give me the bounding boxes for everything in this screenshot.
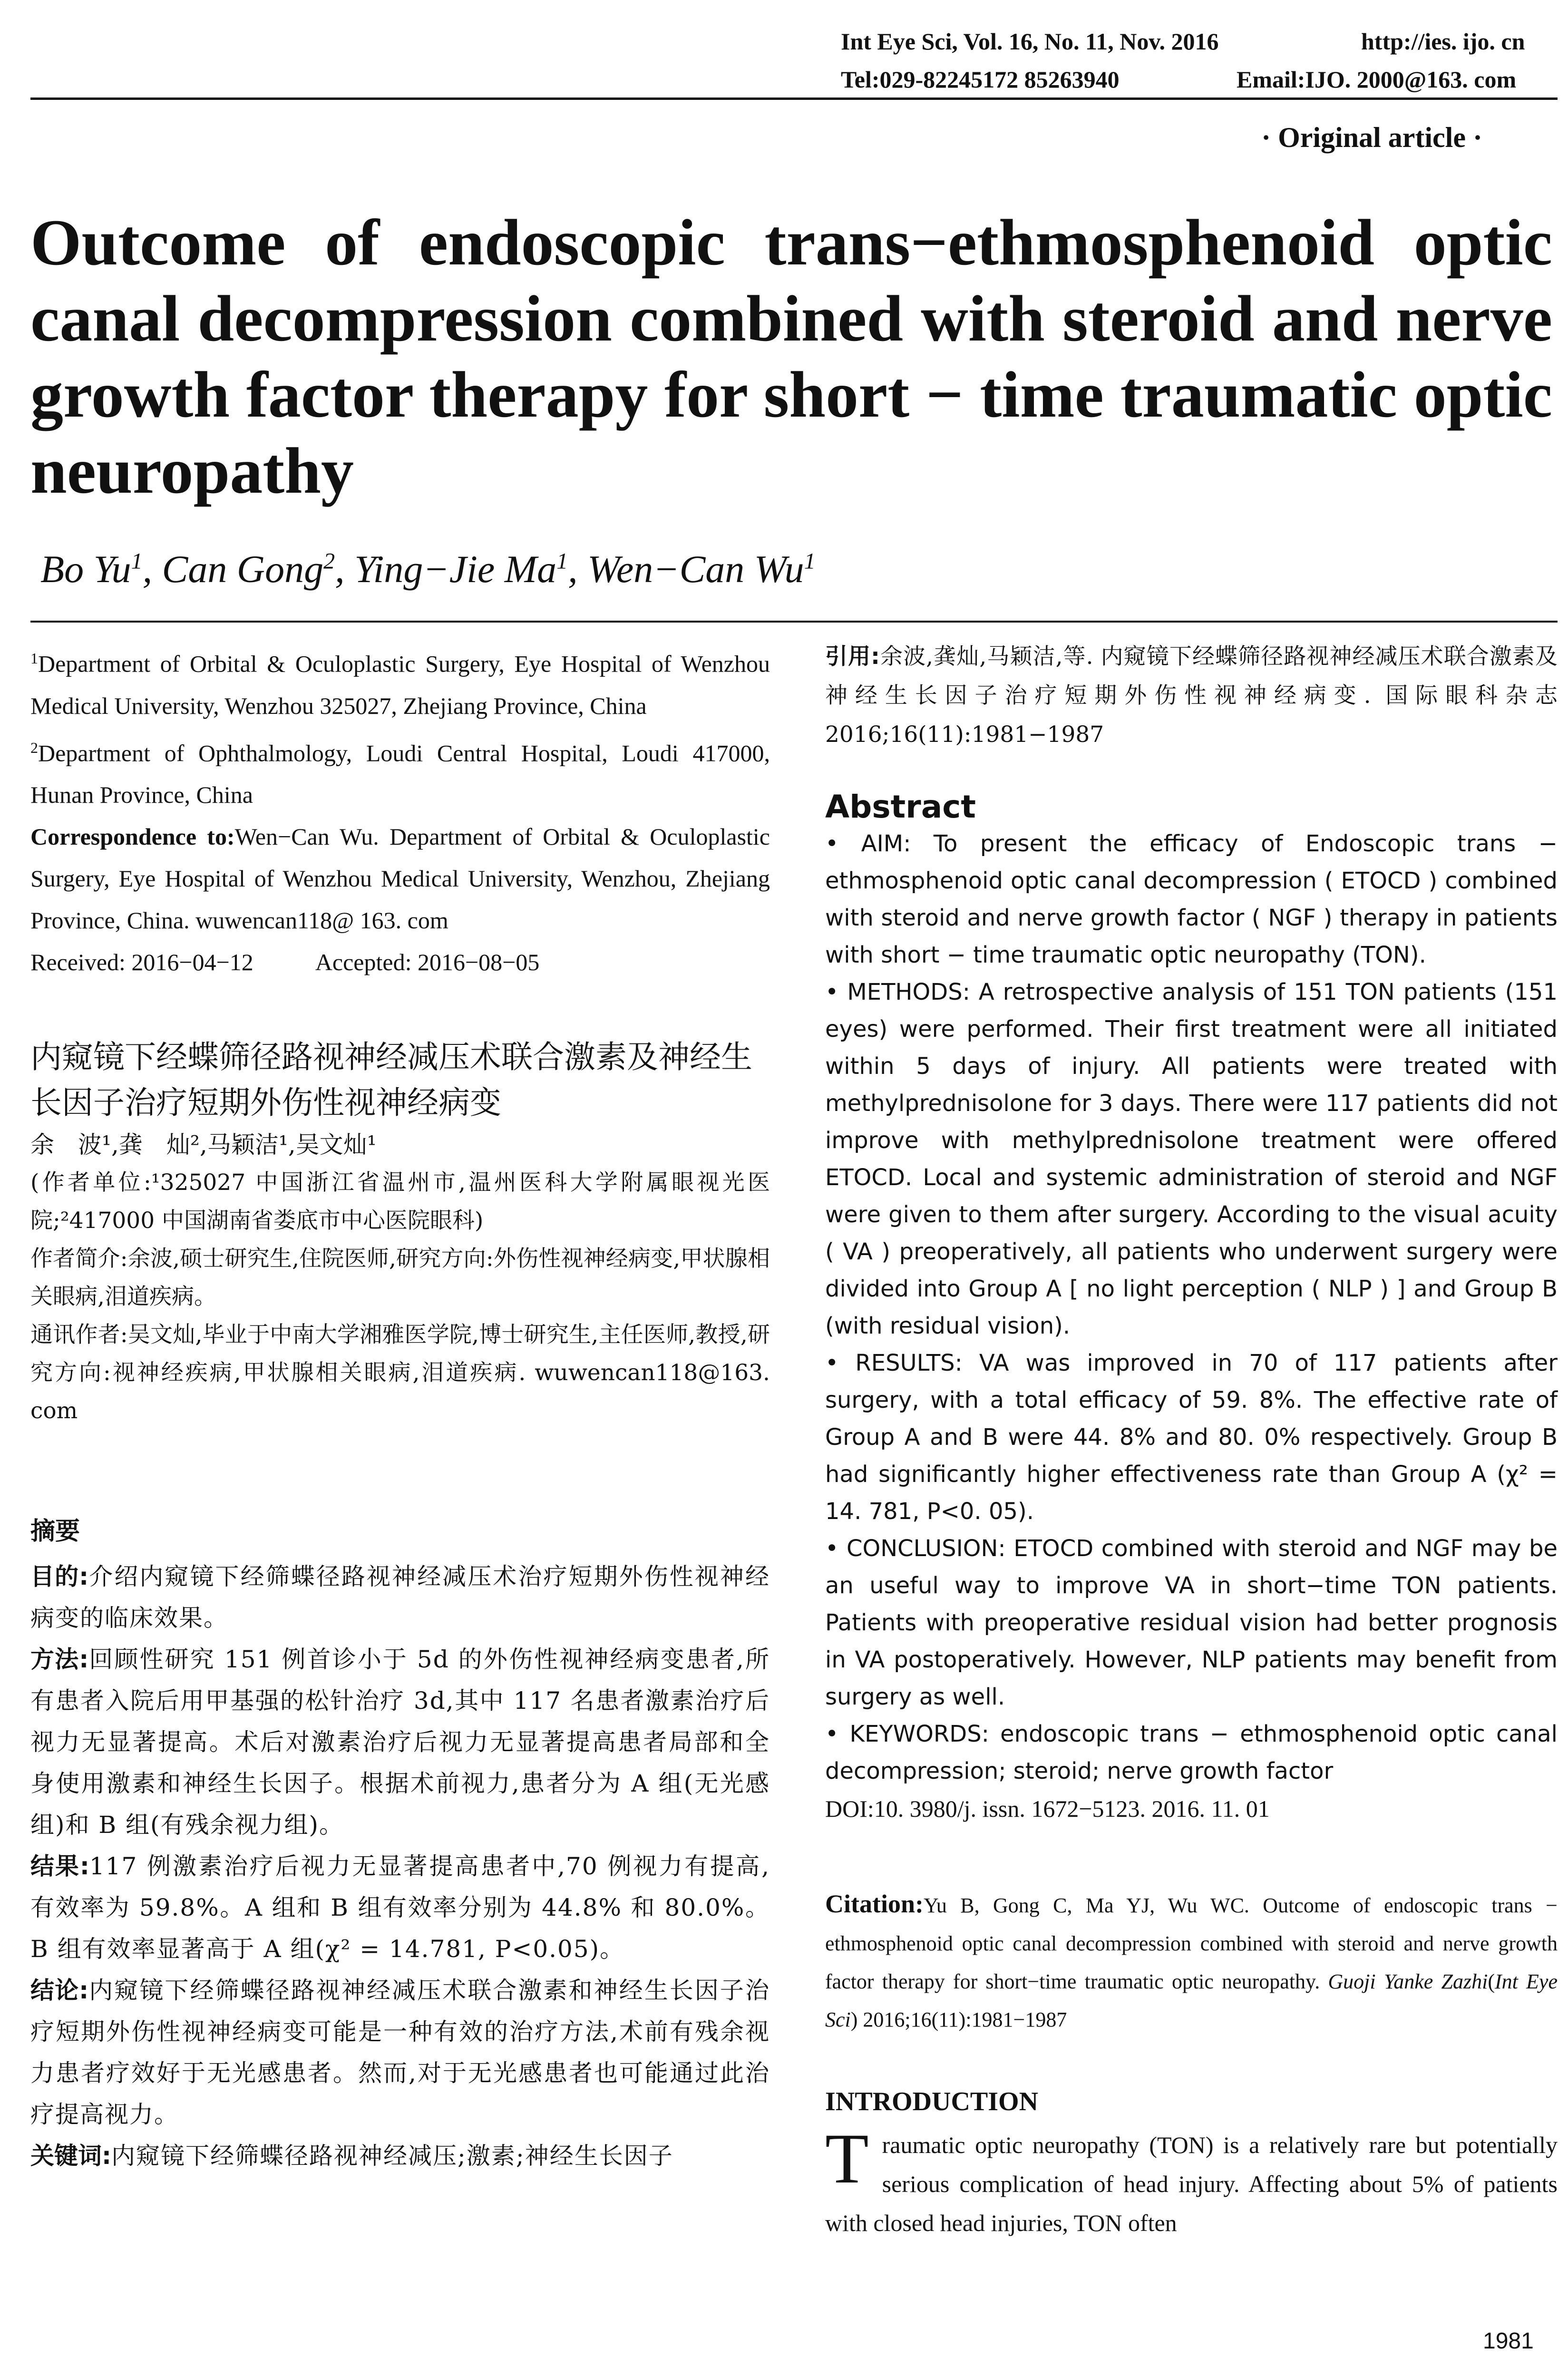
author-affil-sup: 1 [804,548,816,574]
abstract-methods: • METHODS: A retrospective analysis of 151 TON patients (151 eyes) were performed. Their first treatment were all initiated within 5 days of injury. All patients were treated with methylprednisolone for 3 days. There were 117 patients did not improve with methylprednisolone treatment were offered ETOCD. Local and systemic administration of steroid and NGF were given to them after surgery. According to the visual acuity ( VA ) preoperatively, all patients who underwent surgery were divided into Group A [ no light perception ( NLP ) ] and Group B (with residual vision). [825,979,1558,1339]
citation: Citation:Yu B, Gong C, Ma YJ, Wu WC. Outcome of endoscopic trans − ethmosphenoid optic canal decompression combined with steroid and nerve growth factor therapy for short−time traumatic optic neuropathy. Guoji Yanke Zazhi(Int Eye Sci) 2016;16(11):1981−1987 [825,1890,1558,2031]
cn-citation-label: 引用: [825,643,880,670]
affil-sup: 1 [30,650,38,667]
cn-results-text: 117 例激素治疗后视力无显著提高患者中,70 例视力有提高,有效率为 59.8%。A 组和 B 组有效率分别为 44.8% 和 80.0%。B 组有效率显著高于 A 组(χ² = 14.781, P<0.05)。 [30,1852,770,1963]
cn-correspondence: 通讯作者:吴文灿,毕业于中南大学湘雅医学院,博士研究生,主任医师,教授,研究方向:视神经疾病,甲状腺相关眼病,泪道疾病. wuwencan118@163. com [30,1322,770,1424]
affiliation-text: Department of Orbital & Oculoplastic Surgery, Eye Hospital of Wenzhou Medical University, Wenzhou 325027, Zhejiang Province, China [30,650,770,719]
cn-author-intro: 作者简介:余波,硕士研究生,住院医师,研究方向:外伤性视神经病变,甲状腺相关眼病,泪道疾病。 [30,1246,770,1310]
doi[interactable]: DOI:10. 3980/j. issn. 1672−5123. 2016. 11. 01 [825,1795,1270,1822]
citation-journal-abbr: Int Eye Sci [825,1970,1558,2031]
cn-abstract-heading: 摘要 [30,1517,80,1546]
article-type: · Original article · [1261,122,1482,153]
journal-tel: Tel:029-82245172 85263940 [841,66,1120,93]
affil-sup: 2 [30,739,38,756]
citation-volume: 2016;16(11):1981−1987 [857,2008,1067,2031]
journal-url[interactable]: http://ies. ijo. cn [1361,28,1525,55]
cn-conclusion-text: 内窥镜下经筛蝶径路视神经减压术联合激素和神经生长因子治疗短期外伤性视神经病变可能是一种有效的治疗方法,术前有残余视力患者疗效好于无光感患者。然而,对于无光感患者也可能通过此治疗提高视力。 [30,1977,770,2129]
abstract-conclusion: • CONCLUSION: ETOCD combined with steroid and NGF may be an useful way to improve VA in short−time TON patients. Patients with preoperative residual vision had better prognosis in VA postoperatively. However, NLP patients may benefit from surgery as well. [825,1535,1558,1710]
affiliation-1 [30,637,770,727]
author-list: Bo Yu$^1$, Can Gong$^2$, Ying−Jie Ma$^1$, Wen−Can Wu$^1$ [40,547,816,591]
cn-title: 内窥镜下经蝶筛径路视神经减压术联合激素及神经生长因子治疗短期外伤性视神经病变 [30,1039,752,1121]
citation-label: Citation: [825,1890,924,1918]
cn-keywords-label: 关键词: [30,2142,111,2170]
citation-journal: Guoji Yanke Zazhi [1328,1970,1488,1993]
header-rule [30,97,1558,100]
cn-methods-text: 回顾性研究 151 例首诊小于 5d 的外伤性视神经病变患者,所有患者入院后用甲基强的松针治疗 3d,其中 117 名患者激素治疗后视力无显著提高。术后对激素治疗后视力无显著提高患者局部和全身使用激素和神经生长因子。根据术前视力,患者分为 A 组(无光感组)和 B 组(有残余视力组)。 [30,1646,770,1839]
author-name: Ying−Jie Ma [354,547,557,591]
cn-results [30,1846,770,1970]
introduction-text [825,2119,1558,2242]
drop-cap: T [825,2119,869,2198]
cn-methods-label: 方法: [30,1646,89,1674]
cn-objective [30,1556,770,1639]
abstract-aim: • AIM: To present the efficacy of Endoscopic trans − ethmosphenoid optic canal decompression ( ETOCD ) combined with steroid and nerve growth factor ( NGF ) therapy in patients with short − time traumatic optic neuropathy (TON). [825,830,1558,968]
abstract-heading: Abstract [825,789,976,825]
title-rule [30,621,1558,623]
article-title: Outcome of endoscopic trans−ethmosphenoid optic canal decompression combined with steroid and nerve growth factor therapy for short − time traumatic optic neuropathy [30,206,1552,507]
author-name: Wen−Can Wu [587,547,804,591]
cn-keywords [30,2135,770,2177]
abstract-keywords: • KEYWORDS: endoscopic trans − ethmosphenoid optic canal decompression; steroid; nerve growth factor [825,1721,1558,1784]
cn-authors: 余 波¹,龚 灿²,马颖洁¹,吴文灿¹ [30,1131,377,1159]
affiliation-text: Department of Ophthalmology, Loudi Central Hospital, Loudi 417000, Hunan Province, China [30,740,770,809]
correspondence [30,816,770,941]
introduction-heading: INTRODUCTION [825,2087,1039,2116]
journal-issue: Int Eye Sci, Vol. 16, No. 11, Nov. 2016 [841,28,1219,55]
cn-keywords-text: 内窥镜下经筛蝶径路视神经减压;激素;神经生长因子 [111,2142,673,2170]
author-affil-sup: 1 [556,548,568,574]
abstract-results: • RESULTS: VA was improved in 70 of 117 patients after surgery, with a total efficacy of 59. 8%. The effective rate of Group A and B were 44. 8% and 80. 0% respectively. Group B had significantly higher effectiveness rate than Group A (χ² = 14. 781, P<0. 05). [825,1350,1558,1525]
dates [30,941,770,983]
introduction-body: raumatic optic neuropathy (TON) is a relatively rare but potentially serious complication of head injury. Affecting about 5% of patients with closed head injuries, TON often [825,2132,1558,2236]
author-affil-sup: 1 [131,548,143,574]
page-number: 1981 [1483,2328,1534,2354]
correspondence-text: Wen−Can Wu. Department of Orbital & Oculoplastic Surgery, Eye Hospital of Wenzhou Medical University, Wenzhou, Zhejiang Province, China. wuwencan118@ 163. com [30,823,770,934]
author-affil-sup: 2 [323,548,335,574]
affiliation-2 [30,727,770,816]
cn-results-label: 结果: [30,1852,89,1880]
citation-text: Yu B, Gong C, Ma YJ, Wu WC. Outcome of endoscopic trans − ethmosphenoid optic canal decompression combined with steroid and nerve growth factor therapy for short−time traumatic optic neuropathy. [825,1894,1558,1993]
cn-methods [30,1639,770,1846]
cn-affiliation: (作者单位:¹325027 中国浙江省温州市,温州医科大学附属眼视光医院;²417000 中国湖南省娄底市中心医院眼科) [30,1169,770,1234]
author-name: Bo Yu [40,547,131,591]
cn-objective-text: 介绍内窥镜下经筛蝶径路视神经减压术治疗短期外伤性视神经病变的临床效果。 [30,1563,770,1632]
received-date: Received: 2016−04−12 [30,949,253,976]
cn-citation [825,637,1558,754]
cn-conclusion-label: 结论: [30,1977,89,2005]
journal-email[interactable]: Email:IJO. 2000@163. com [1237,66,1517,93]
correspondence-label: Correspondence to: [30,823,235,850]
right-column [825,637,1558,2242]
cn-citation-text: 余波,龚灿,马颖洁,等. 内窥镜下经蝶筛径路视神经减压术联合激素及神经生长因子治疗短期外伤性视神经病变. 国际眼科杂志 2016;16(11):1981−1987 [825,643,1558,748]
left-column [30,637,770,2177]
accepted-date: Accepted: 2016−08−05 [315,949,540,976]
cn-objective-label: 目的: [30,1563,89,1591]
author-name: Can Gong [162,547,324,591]
cn-conclusion [30,1970,770,2135]
